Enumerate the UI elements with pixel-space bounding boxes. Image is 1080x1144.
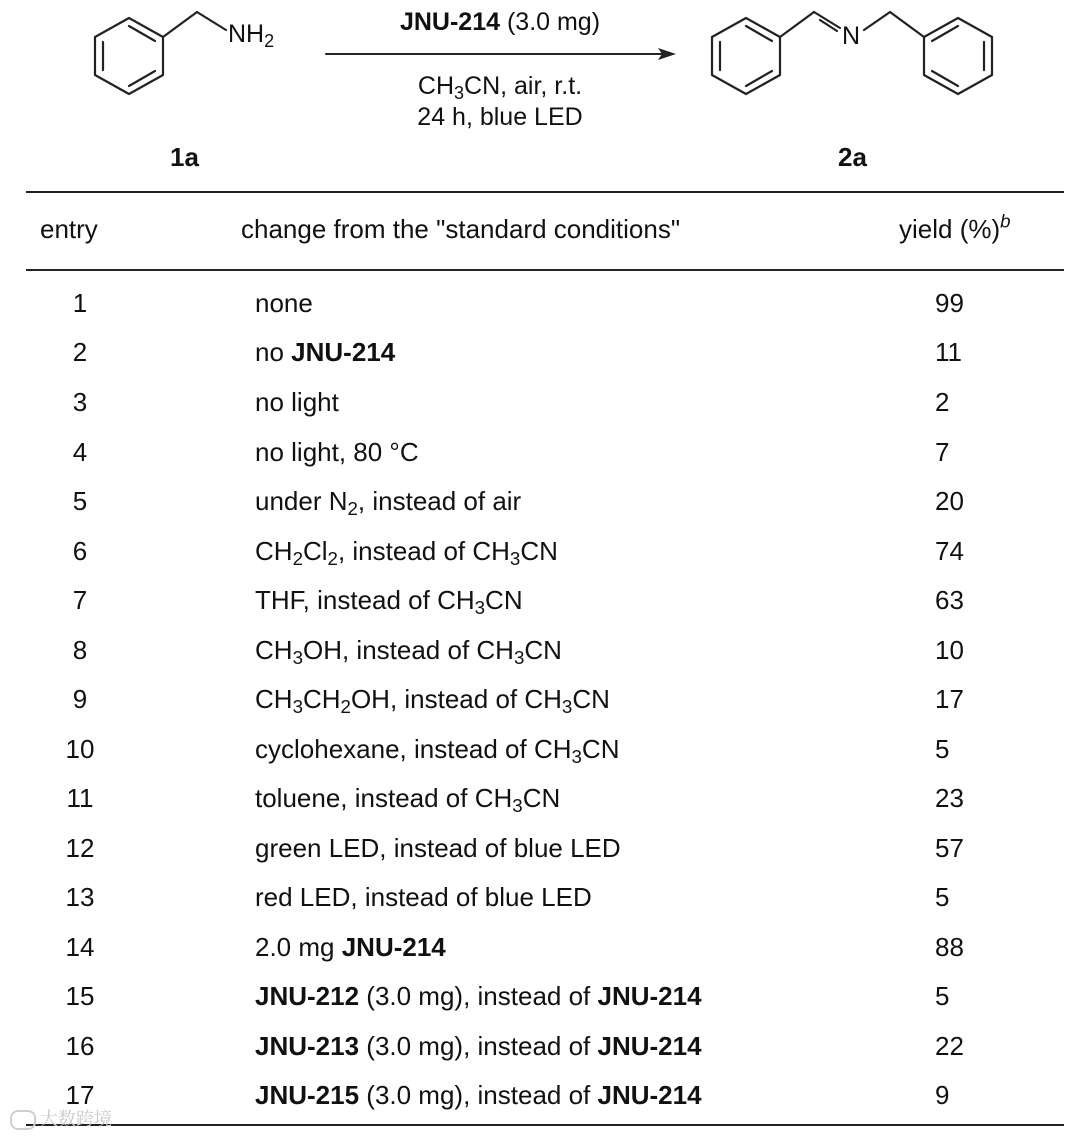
entry-cell: 7 <box>72 585 88 615</box>
entry-cell: 9 <box>72 684 88 714</box>
table-header-rule <box>26 269 1064 271</box>
entry-cell: 11 <box>66 783 94 813</box>
table-row <box>0 1031 1080 1061</box>
entry-cell: 3 <box>72 387 88 417</box>
table-row <box>0 684 1080 718</box>
imine-right-ring <box>924 18 992 94</box>
entry-cell: 4 <box>72 437 88 467</box>
table-row <box>0 536 1080 570</box>
reactant-label: 1a <box>170 142 199 172</box>
change-cell: JNU-215 (3.0 mg), instead of JNU-214 <box>255 1080 702 1110</box>
header-yield: yield (%)$^b$ <box>899 210 1011 244</box>
yield-cell: 2 <box>935 387 950 417</box>
yield-cell: 74 <box>935 536 964 566</box>
entry-cell: 16 <box>65 1031 95 1061</box>
table-row <box>0 635 1080 669</box>
imine-left-ring <box>712 18 780 94</box>
change-cell: THF, instead of $CH_3CN$ <box>255 585 523 619</box>
change-cell: JNU-212 (3.0 mg), instead of JNU-214 <box>255 981 702 1011</box>
change-cell: none <box>255 288 313 318</box>
reaction-scheme <box>0 0 1080 180</box>
yield-cell: 10 <box>935 635 964 665</box>
yield-cell: 9 <box>935 1080 950 1110</box>
table-row <box>0 437 1080 467</box>
entry-cell: 17 <box>65 1080 95 1110</box>
entry-cell: 14 <box>65 932 95 962</box>
entry-cell: 10 <box>65 734 95 764</box>
yield-cell: 99 <box>935 288 964 318</box>
yield-cell: 22 <box>935 1031 964 1061</box>
table-row <box>0 783 1080 817</box>
table-row <box>0 981 1080 1011</box>
entry-cell: 12 <box>65 833 95 863</box>
solvent-condition: $CH_3CN$, air, r.t. <box>417 72 583 104</box>
yield-cell: 88 <box>935 932 964 962</box>
yield-cell: 57 <box>935 833 964 863</box>
imine-ch-bond <box>780 12 814 37</box>
change-cell: toluene, instead of $CH_3CN$ <box>255 783 561 817</box>
entry-cell: 13 <box>65 882 95 912</box>
change-cell: JNU-213 (3.0 mg), instead of JNU-214 <box>255 1031 702 1061</box>
benzylamine-cn-bond <box>197 12 226 30</box>
table-row <box>0 585 1080 619</box>
yield-cell: 5 <box>935 882 950 912</box>
table-row <box>0 387 1080 417</box>
change-cell: red LED, instead of blue LED <box>255 882 592 912</box>
table-row <box>0 337 1080 367</box>
entry-cell: 5 <box>72 486 88 516</box>
yield-cell: 5 <box>935 981 950 1011</box>
table-top-rule <box>26 191 1064 193</box>
watermark: 大数跨境 <box>10 1110 112 1130</box>
change-cell: under $N_2$, instead of air <box>255 486 522 520</box>
entry-cell: 15 <box>65 981 95 1011</box>
yield-cell: 7 <box>935 437 950 467</box>
table-row <box>0 833 1080 863</box>
table-row <box>0 932 1080 962</box>
yield-cell: 63 <box>935 585 964 615</box>
change-cell: $CH_3CH_2OH$, instead of $CH_3CN$ <box>255 684 610 718</box>
catalyst-condition: JNU-214 (3.0 mg) <box>399 8 601 36</box>
imine-ch2-ring-bond <box>890 12 924 37</box>
table-row <box>0 734 1080 768</box>
watermark-logo-icon <box>10 1110 36 1130</box>
table-row <box>0 288 1080 318</box>
change-cell: $CH_3OH$, instead of $CH_3CN$ <box>255 635 562 669</box>
yield-cell: 11 <box>935 337 962 367</box>
entry-cell: 1 <box>72 288 88 318</box>
entry-cell: 6 <box>72 536 88 566</box>
table-bottom-rule <box>26 1124 1064 1126</box>
product-label: 2a <box>838 142 867 172</box>
nh2-label: $NH_2$ <box>228 20 275 52</box>
entry-cell: 8 <box>72 635 88 665</box>
change-cell: 2.0 mg JNU-214 <box>255 932 446 962</box>
benzylamine-ch2-bond <box>163 12 197 37</box>
imine-nch2-bond <box>864 12 890 30</box>
table-row <box>0 1080 1080 1110</box>
benzylamine-ring <box>95 18 163 94</box>
time-light-condition: 24 h, blue LED <box>417 103 583 131</box>
table-row <box>0 882 1080 912</box>
yield-cell: 17 <box>935 684 964 714</box>
change-cell: cyclohexane, instead of $CH_3CN$ <box>255 734 620 768</box>
yield-cell: 5 <box>935 734 950 764</box>
entry-cell: 2 <box>72 337 88 367</box>
change-cell: no light <box>255 387 339 417</box>
header-entry: entry <box>40 214 98 244</box>
yield-cell: 20 <box>935 486 964 516</box>
change-cell: $CH_2Cl_2$, instead of $CH_3CN$ <box>255 536 558 570</box>
table-row <box>0 486 1080 520</box>
yield-cell: 23 <box>935 783 964 813</box>
change-cell: no JNU-214 <box>255 337 396 367</box>
change-cell: no light, 80 °C <box>255 437 419 467</box>
n-atom-label: N <box>842 22 861 50</box>
change-cell: green LED, instead of blue LED <box>255 833 621 863</box>
header-change: change from the "standard conditions" <box>241 214 681 244</box>
